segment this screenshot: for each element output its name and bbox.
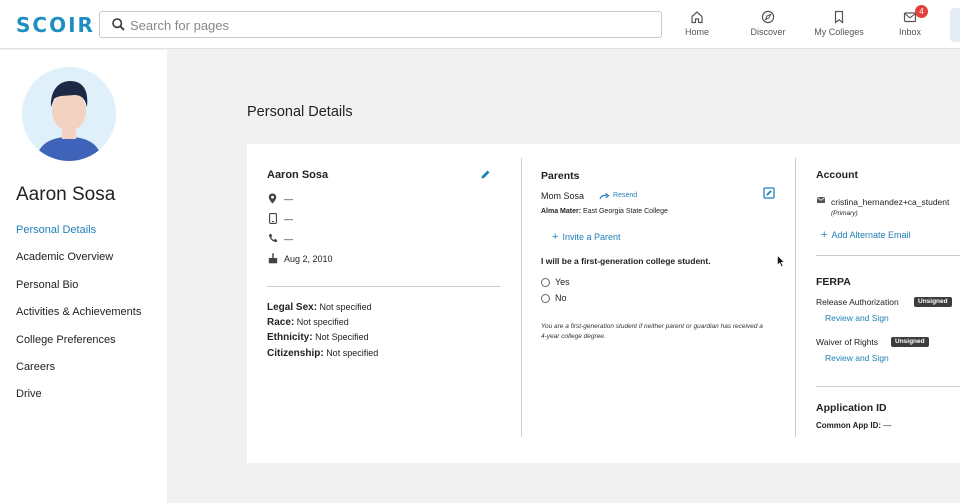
waiver-status-badge: Unsigned [891, 337, 929, 347]
sidebar-item-college-preferences[interactable]: College Preferences [16, 333, 116, 346]
mouse-cursor-icon [777, 255, 785, 268]
nav-my-colleges[interactable] [799, 10, 879, 37]
sidebar-item-drive[interactable]: Drive [16, 388, 42, 401]
citizenship-label: Citizenship: [267, 348, 324, 359]
ethnicity-row [267, 332, 369, 343]
first-gen-question: I will be a first-generation college student. [541, 256, 711, 266]
nav-discover[interactable] [728, 10, 808, 37]
first-gen-yes-label: Yes [555, 277, 570, 287]
invite-parent-label: Invite a Parent [562, 232, 621, 242]
release-review-sign-link[interactable]: Review and Sign [825, 313, 889, 323]
invite-parent-button[interactable] [552, 231, 620, 243]
plus-icon: + [552, 231, 559, 243]
inbox-count-badge: 4 [915, 5, 928, 18]
page-title: Personal Details [247, 104, 353, 120]
phone-value: — [284, 234, 293, 244]
nav-my-colleges-label: My Colleges [814, 27, 864, 37]
release-status-badge: Unsigned [914, 297, 952, 307]
column-divider-2 [795, 158, 796, 437]
sidebar-nav [16, 223, 141, 415]
parents-heading: Parents [541, 170, 580, 182]
ferpa-heading: FERPA [816, 276, 851, 288]
resend-link[interactable]: Resend [613, 192, 638, 199]
location-pin-icon [268, 193, 277, 204]
nav-home[interactable] [657, 10, 737, 37]
top-bar [0, 0, 960, 49]
first-gen-yes-radio[interactable] [541, 278, 550, 287]
account-email: cristina_hernandez+ca_student [831, 197, 950, 207]
waiver-review-sign-link[interactable]: Review and Sign [825, 353, 889, 363]
race-row [267, 317, 349, 328]
student-name: Aaron Sosa [267, 169, 329, 181]
search-icon [112, 18, 125, 31]
details-card [247, 144, 960, 463]
first-gen-no-radio[interactable] [541, 294, 550, 303]
add-alternate-email-label: Add Alternate Email [831, 230, 911, 240]
avatar[interactable] [22, 67, 116, 161]
first-gen-note: You are a first-generation student if neither parent or guardian has received a 4-year college degree. [541, 323, 763, 340]
search-bar[interactable] [99, 11, 662, 38]
alma-mater-value: East Georgia State College [583, 208, 668, 215]
column-divider [521, 158, 522, 437]
plus-icon: + [821, 229, 828, 241]
sidebar-item-personal-details[interactable]: Personal Details [16, 224, 97, 236]
mobile-phone-icon [269, 213, 277, 224]
email-icon [817, 197, 825, 203]
birthday-cake-icon [268, 253, 278, 264]
birthday-value: Aug 2, 2010 [284, 254, 333, 264]
citizenship-row [267, 348, 378, 359]
nav-discover-label: Discover [750, 27, 786, 37]
sidebar-item-academic-overview[interactable]: Academic Overview [16, 251, 114, 264]
common-app-row [816, 421, 891, 430]
waiver-of-rights-label: Waiver of Rights [816, 337, 879, 347]
account-heading: Account [816, 169, 858, 181]
mobile-value: — [284, 214, 293, 224]
edit-parent-icon[interactable] [763, 187, 775, 199]
alma-mater-row [541, 208, 668, 215]
race-label: Race: [267, 317, 295, 328]
sidebar-item-careers[interactable]: Careers [16, 360, 56, 373]
address-value: — [284, 194, 293, 204]
application-id-heading: Application ID [816, 402, 887, 414]
common-app-value: — [883, 421, 892, 430]
citizenship-value: Not specified [326, 348, 379, 358]
home-icon [690, 10, 704, 24]
search-input[interactable] [130, 16, 650, 34]
nav-inbox-label: Inbox [898, 27, 922, 37]
sidebar-item-activities[interactable]: Activities & Achievements [16, 306, 142, 319]
primary-tag: (Primary) [831, 210, 858, 217]
race-value: Not specified [296, 317, 349, 327]
section-divider [267, 286, 500, 287]
ethnicity-label: Ethnicity: [267, 332, 313, 343]
avatar-illustration [22, 67, 116, 161]
profile-menu-button[interactable] [950, 8, 960, 42]
bookmark-icon [832, 10, 846, 24]
edit-pencil-icon[interactable] [480, 169, 491, 180]
first-gen-no-label: No [555, 293, 567, 303]
sidebar-item-personal-bio[interactable]: Personal Bio [16, 278, 79, 291]
release-authorization-label: Release Authorization [816, 297, 899, 307]
sidebar [0, 50, 167, 503]
nav-inbox[interactable] [870, 7, 950, 37]
ferpa-divider [816, 386, 960, 387]
resend-arrow-icon [599, 193, 610, 200]
legal-sex-row [267, 302, 372, 313]
legal-sex-label: Legal Sex: [267, 302, 318, 313]
scoir-logo[interactable]: SCOIR [16, 13, 95, 37]
legal-sex-value: Not specified [319, 302, 372, 312]
profile-name: Aaron Sosa [16, 184, 116, 205]
ethnicity-value: Not Specified [315, 332, 369, 342]
add-alternate-email-button[interactable] [821, 229, 910, 241]
nav-home-label: Home [684, 27, 709, 37]
account-divider [816, 255, 960, 256]
phone-icon [268, 233, 278, 243]
parent-name: Mom Sosa [541, 191, 585, 201]
common-app-label: Common App ID: [816, 421, 882, 430]
compass-icon [761, 10, 775, 24]
alma-mater-label: Alma Mater: [541, 208, 582, 215]
